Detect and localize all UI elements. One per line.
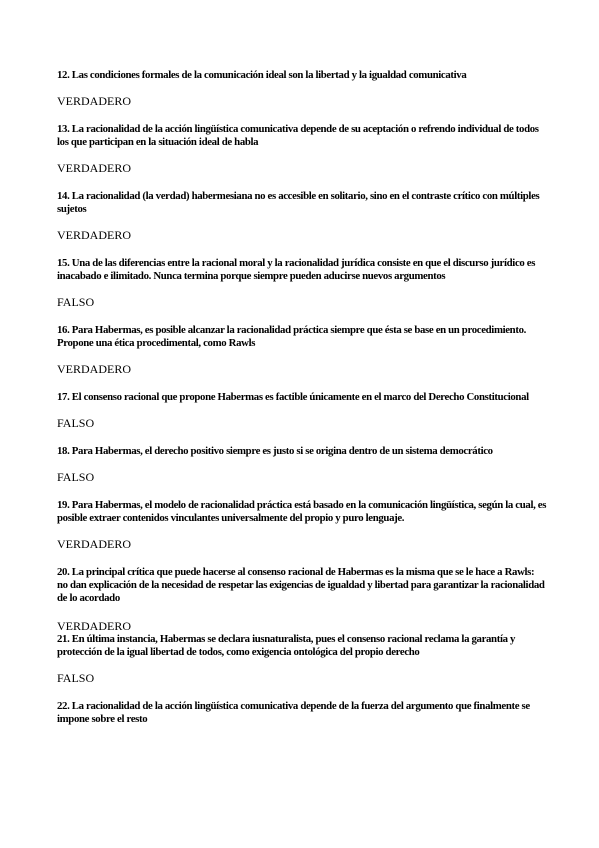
answer-19: VERDADERO [57, 537, 131, 551]
question-12: 12. Las condiciones formales de la comunicación ideal son la libertad y la igualdad comunicativa [57, 69, 467, 81]
question-17: 17. El consenso racional que propone Habermas es factible únicamente en el marco del Derecho Constitucional [57, 391, 529, 403]
answer-18: FALSO [57, 470, 95, 484]
question-22: 22. La racionalidad de la acción lingüística comunicativa depende de la fuerza del argumento que finalmente se impone sobre el resto [57, 700, 530, 725]
question-20: 20. La principal crítica que puede hacerse al consenso racional de Habermas es la misma que se le hace a Rawls: no dan explicación de la necesidad de respetar las exigencias de igualdad y libertad para garantizar la racionalidad de lo acordado [57, 566, 545, 604]
answer-12: VERDADERO [57, 94, 131, 108]
answer-16: VERDADERO [57, 362, 131, 376]
answer-21: FALSO [57, 671, 95, 685]
question-21: 21. En última instancia, Habermas se declara iusnaturalista, pues el consenso racional reclama la garantía y protección de la igual libertad de todos, como exigencia ontológica del propio derecho [57, 633, 516, 658]
answer-20: VERDADERO [57, 619, 131, 633]
question-14: 14. La racionalidad (la verdad) habermesiana no es accesible en solitario, sino en el contraste crítico con múltiples sujetos [57, 190, 540, 215]
question-18: 18. Para Habermas, el derecho positivo siempre es justo si se origina dentro de un sistema democrático [57, 445, 493, 457]
answer-17: FALSO [57, 416, 95, 430]
question-19: 19. Para Habermas, el modelo de racionalidad práctica está basado en la comunicación lingüística, según la cual, es posible extraer contenidos vinculantes universalmente del propio y puro lenguaje. [57, 499, 547, 524]
question-15: 15. Una de las diferencias entre la racional moral y la racionalidad jurídica consiste en que el discurso jurídico es inacabado e ilimitado. Nunca termina porque siempre pueden aducirse nuevos argumentos [57, 257, 536, 282]
answer-13: VERDADERO [57, 161, 131, 175]
document-page [57, 69, 547, 726]
question-13: 13. La racionalidad de la acción lingüística comunicativa depende de su aceptación o refrendo individual de todos los que participan en la situación ideal de habla [57, 123, 539, 148]
answer-14: VERDADERO [57, 228, 131, 242]
question-16: 16. Para Habermas, es posible alcanzar la racionalidad práctica siempre que ésta se base en un procedimiento. Propone una ética procedimental, como Rawls [57, 324, 526, 349]
answer-15: FALSO [57, 295, 95, 309]
